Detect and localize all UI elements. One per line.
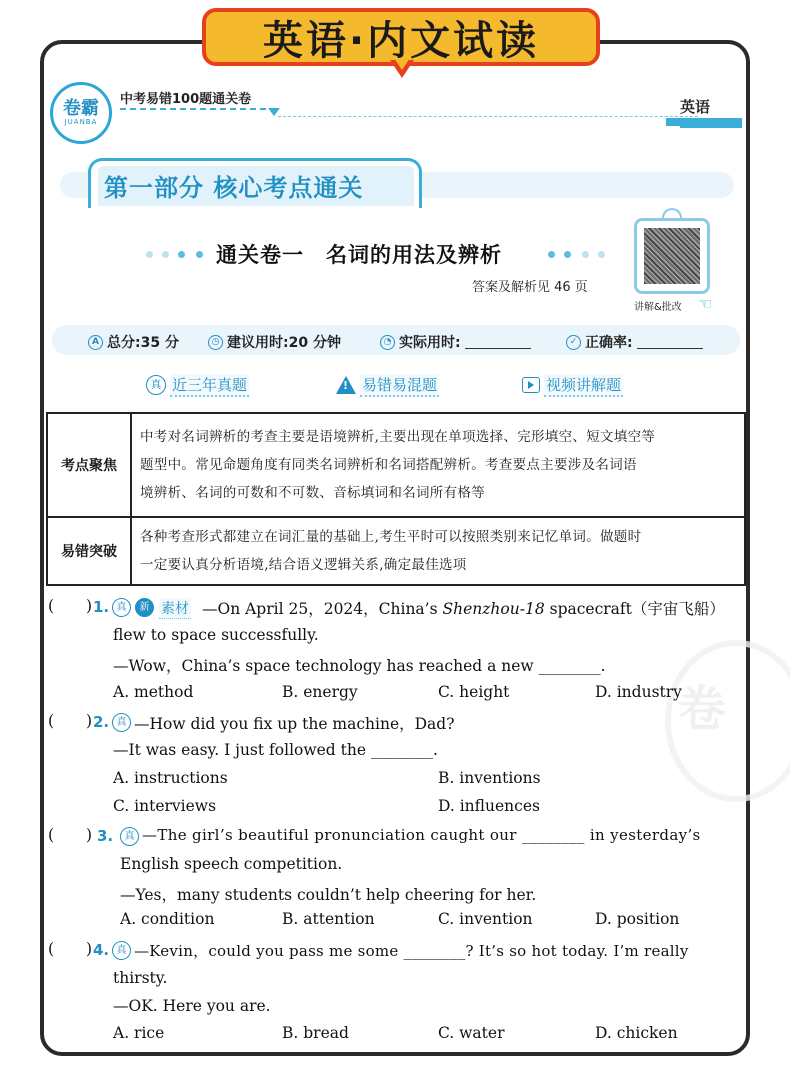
row-head: 考点聚焦: [47, 413, 131, 517]
question-number: 1.: [93, 598, 110, 616]
paper-title: 通关卷一 名词的用法及辨析: [216, 243, 502, 267]
question-stem-line: English speech competition.: [120, 855, 343, 873]
legend-real-text: 近三年真题: [170, 374, 249, 397]
row-line: 一定要认真分析语境,结合语义逻辑关系,确定最佳选项: [140, 557, 467, 573]
real-exam-icon: 真: [120, 827, 139, 846]
option-a[interactable]: A. condition: [120, 910, 215, 928]
row-line: 各种考查形式都建立在词汇量的基础上,考生平时可以按照类别来记忆单词。做题时: [140, 529, 642, 545]
alarm-clock-icon: ◷: [208, 335, 223, 350]
option-b[interactable]: B. attention: [282, 910, 375, 928]
answer-bracket-open: (: [48, 597, 55, 615]
section-title: 第一部分 核心考点通关: [104, 174, 364, 202]
title-dot: [598, 251, 605, 258]
new-material-icon: 新: [135, 598, 154, 617]
stat-suggested-time-text: 建议用时:20 分钟: [227, 335, 341, 351]
option-a[interactable]: A. rice: [113, 1024, 165, 1042]
video-play-icon: [522, 377, 540, 393]
question-stem: —The girl’s beautiful pronunciation caught our ________ in yesterday’s: [142, 826, 701, 844]
option-c[interactable]: C. water: [438, 1024, 505, 1042]
stat-total-text: 总分:35 分: [107, 335, 179, 351]
question-stem: [202, 597, 725, 619]
question-number: 3.: [97, 827, 114, 845]
title-dot: [146, 251, 153, 258]
option-b[interactable]: B. inventions: [438, 769, 541, 787]
row-head: 易错突破: [47, 517, 131, 585]
real-exam-icon: 真: [146, 375, 166, 395]
subject-bar: [666, 118, 742, 126]
check-circle-icon: ✓: [566, 335, 581, 350]
header-divider-long: [278, 116, 698, 117]
option-d[interactable]: D. industry: [595, 683, 682, 701]
row-line: 境辨析、名词的可数和不可数、音标填词和名词所有格等: [140, 485, 485, 501]
banner-pointer-inner: [394, 58, 410, 70]
stat-actual-time-text: 实际用时:: [399, 335, 461, 351]
option-c[interactable]: C. interviews: [113, 797, 217, 815]
title-dot: [178, 251, 185, 258]
answer-bracket-close: ): [86, 940, 93, 958]
qr-label: 讲解&批改: [634, 302, 682, 313]
stat-accuracy: [566, 332, 703, 352]
answer-bracket-open: (: [48, 712, 55, 730]
option-d[interactable]: D. position: [595, 910, 680, 928]
question-dialogue: —Yes，many students couldn’t help cheering for her.: [120, 886, 537, 904]
question-number: 2.: [93, 713, 110, 731]
option-a[interactable]: A. method: [113, 683, 194, 701]
question-stem-pre: —On April 25，2024，China’s: [202, 600, 443, 618]
stat-actual-time: [380, 332, 531, 352]
answer-slot-2[interactable]: [56, 712, 84, 732]
answer-reference: 答案及解析见 46 页: [472, 280, 588, 295]
legend-video: [522, 374, 623, 396]
question-stem-italic: Shenzhou-18: [442, 600, 545, 618]
option-d[interactable]: D. chicken: [595, 1024, 678, 1042]
row-line: 中考对名词辨析的考查主要是语境辨析,主要出现在单项选择、完形填空、短文填空等: [140, 429, 656, 445]
option-d[interactable]: D. influences: [438, 797, 540, 815]
question-stem-line: flew to space successfully.: [113, 626, 319, 644]
answer-slot-3[interactable]: [56, 826, 84, 846]
title-dot: [582, 251, 589, 258]
option-b[interactable]: B. bread: [282, 1024, 349, 1042]
actual-time-blank[interactable]: [465, 336, 531, 349]
real-exam-icon: 真: [112, 713, 131, 732]
stat-suggested-time: [208, 332, 341, 352]
option-b[interactable]: B. energy: [282, 683, 358, 701]
row-content: [131, 517, 745, 585]
header-divider-marker: [268, 108, 280, 116]
table-row: [47, 517, 745, 585]
stat-total: [88, 332, 179, 352]
warning-icon: !: [336, 376, 356, 394]
title-dot: [564, 251, 571, 258]
qr-code-icon[interactable]: [644, 228, 700, 284]
answer-slot-1[interactable]: [56, 597, 84, 617]
real-exam-icon: 真: [112, 941, 131, 960]
info-table: [46, 412, 746, 586]
answer-bracket-open: (: [48, 826, 55, 844]
book-title: 中考易错100题通关卷: [120, 92, 252, 107]
header-divider: [120, 108, 276, 110]
option-c[interactable]: C. height: [438, 683, 510, 701]
title-dot: [196, 251, 203, 258]
timer-icon: ◔: [380, 335, 395, 350]
subject-bar-thin: [680, 126, 742, 128]
option-c[interactable]: C. invention: [438, 910, 533, 928]
question-number: 4.: [93, 941, 110, 959]
question-dialogue: —It was easy. I just followed the ________.: [113, 741, 438, 759]
answer-bracket-close: ): [86, 826, 93, 844]
pointing-hand-icon: ☜: [698, 294, 713, 313]
answer-bracket-close: ): [86, 712, 93, 730]
option-a[interactable]: A. instructions: [113, 769, 228, 787]
stat-accuracy-text: 正确率:: [585, 335, 633, 351]
answer-slot-4[interactable]: [56, 940, 84, 960]
question-dialogue: —Wow，China’s space technology has reached a new ________.: [113, 657, 606, 675]
question-stem-post: spacecraft（宇宙飞船）: [544, 600, 725, 618]
brand-logo: [50, 82, 112, 144]
question-stem: —How did you fix up the machine，Dad?: [134, 715, 455, 733]
table-row: [47, 413, 745, 517]
real-exam-icon: 真: [112, 598, 131, 617]
banner-title: 英语·内文试读: [202, 8, 600, 66]
legend-easy-wrong: [336, 374, 439, 396]
legend-real: [146, 374, 249, 396]
answer-bracket-open: (: [48, 940, 55, 958]
row-content: [131, 413, 745, 517]
title-dot: [162, 251, 169, 258]
material-tag: 素材: [159, 598, 191, 619]
title-dot: [548, 251, 555, 258]
legend-video-text: 视频讲解题: [544, 374, 623, 397]
answer-bracket-close: ): [86, 597, 93, 615]
subject-tag: 英语: [680, 98, 711, 116]
watermark-logo: 卷: [678, 681, 727, 737]
logo-text: 卷霸: [63, 98, 99, 119]
accuracy-blank[interactable]: [637, 336, 703, 349]
question-stem-line: thirsty.: [113, 969, 168, 987]
question-dialogue: —OK. Here you are.: [113, 997, 271, 1015]
score-icon: A: [88, 335, 103, 350]
logo-subtext: JUANBA: [64, 118, 98, 126]
legend-easy-wrong-text: 易错易混题: [360, 374, 439, 397]
row-line: 题型中。常见命题角度有同类名词辨析和名词搭配辨析。考查要点主要涉及名词语: [140, 457, 637, 473]
question-stem: —Kevin，could you pass me some ________? It’s so hot today. I’m really: [134, 942, 689, 960]
